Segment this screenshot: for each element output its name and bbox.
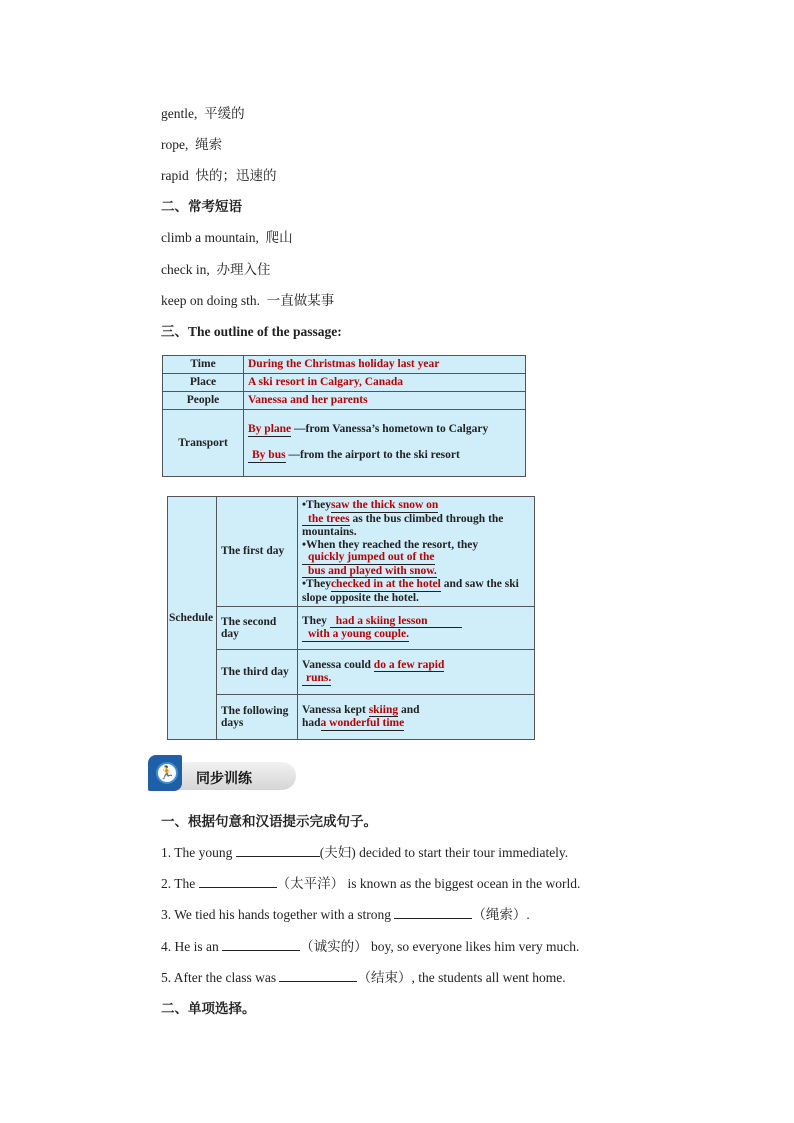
schedule-table <box>167 496 535 740</box>
day1-label: The first day <box>217 497 298 607</box>
exercise-item: 4. He is an （诚实的） boy, so everyone likes him very much. <box>161 939 580 954</box>
exercise-item: 5. After the class was （结束）, the students all went home. <box>161 970 566 985</box>
exercise-item: 3. We tied his hands together with a strong （绳索）. <box>161 907 530 922</box>
day1-content <box>298 497 535 607</box>
exercise-item: 1. The young (夫妇) decided to start their tour immediately. <box>161 845 569 860</box>
schedule-label: Schedule <box>168 497 217 740</box>
banner-title: 同步训练 <box>196 771 252 787</box>
phrase-item: keep on doing sth. 一直做某事 <box>161 293 335 308</box>
day3-answer: do a few rapid <box>373 658 445 671</box>
day4-text: Vanessa kept <box>302 703 366 716</box>
people-value: Vanessa and her parents <box>244 392 526 410</box>
day4-text: had <box>302 717 321 729</box>
answer-blank[interactable] <box>222 938 300 951</box>
runner-icon: 🏃 <box>156 762 178 784</box>
day1-answer: checked in at the hotel <box>330 578 441 590</box>
day2-content <box>298 607 535 650</box>
vocab-item: rapid 快的；迅速的 <box>161 168 277 183</box>
table-row <box>163 410 526 477</box>
practice-banner <box>148 755 298 791</box>
transport-value <box>244 410 526 477</box>
answer-blank[interactable] <box>236 844 320 857</box>
day3-answer: runs. <box>302 672 331 686</box>
section-heading-outline: 三、The outline of the passage: <box>161 324 342 339</box>
day4-content <box>298 695 535 740</box>
day4-answer: a wonderful time <box>320 717 405 729</box>
day1-text: •When they reached the resort, they <box>302 538 479 551</box>
vocab-item: gentle, 平缓的 <box>161 106 245 121</box>
table-row <box>163 392 526 410</box>
phrase-item: climb a mountain, 爬山 <box>161 230 293 245</box>
outline-table <box>162 355 526 477</box>
day3-content <box>298 650 535 695</box>
vocab-item: rope, 绳索 <box>161 137 223 152</box>
day1-text: •They <box>302 499 331 511</box>
day3-label: The third day <box>217 650 298 695</box>
exercise-heading: 二、单项选择。 <box>161 1001 256 1016</box>
table-row <box>168 695 535 740</box>
transport-text-1: —from Vanessa’s hometown to Calgary <box>294 423 489 435</box>
table-row <box>163 356 526 374</box>
place-label: Place <box>163 374 244 392</box>
exercise-item: 2. The （太平洋） is known as the biggest ocean in the world. <box>161 876 581 891</box>
table-row <box>168 607 535 650</box>
day4-label: The following days <box>217 695 298 740</box>
answer-blank[interactable] <box>394 906 472 919</box>
day3-text: Vanessa could <box>302 658 371 671</box>
day1-answer: saw the thick snow on <box>330 499 439 511</box>
day2-text: They <box>302 614 327 627</box>
table-row <box>168 497 535 607</box>
transport-answer-1: By plane <box>248 423 292 435</box>
day1-text: as the bus climbed through the mountains. <box>302 512 504 538</box>
transport-label: Transport <box>163 410 244 477</box>
place-value: A ski resort in Calgary, Canada <box>244 374 526 392</box>
day2-label: The second day <box>217 607 298 650</box>
day1-text: •They <box>302 578 331 590</box>
time-value: During the Christmas holiday last year <box>244 356 526 374</box>
answer-blank[interactable] <box>199 875 277 888</box>
day1-answer: the trees <box>302 513 350 527</box>
table-row <box>163 374 526 392</box>
time-label: Time <box>163 356 244 374</box>
people-label: People <box>163 392 244 410</box>
transport-text-2: —from the airport to the ski resort <box>288 449 460 461</box>
day1-text: and saw the ski slope opposite the hotel. <box>302 578 519 604</box>
table-row <box>168 650 535 695</box>
day4-answer: skiing <box>368 703 399 716</box>
transport-answer-2: By bus <box>248 449 286 463</box>
exercise-heading: 一、根据句意和汉语提示完成句子。 <box>161 814 377 829</box>
phrase-item: check in, 办理入住 <box>161 262 271 277</box>
day1-answer: quickly jumped out of the <box>302 551 435 565</box>
day4-text: and <box>400 703 420 716</box>
day2-answer: with a young couple. <box>302 628 409 642</box>
answer-blank[interactable] <box>279 969 357 982</box>
day1-answer: bus and played with snow. <box>302 565 437 579</box>
section-heading-phrases: 二、常考短语 <box>161 199 242 214</box>
day2-answer: had a skiing lesson <box>330 615 462 629</box>
